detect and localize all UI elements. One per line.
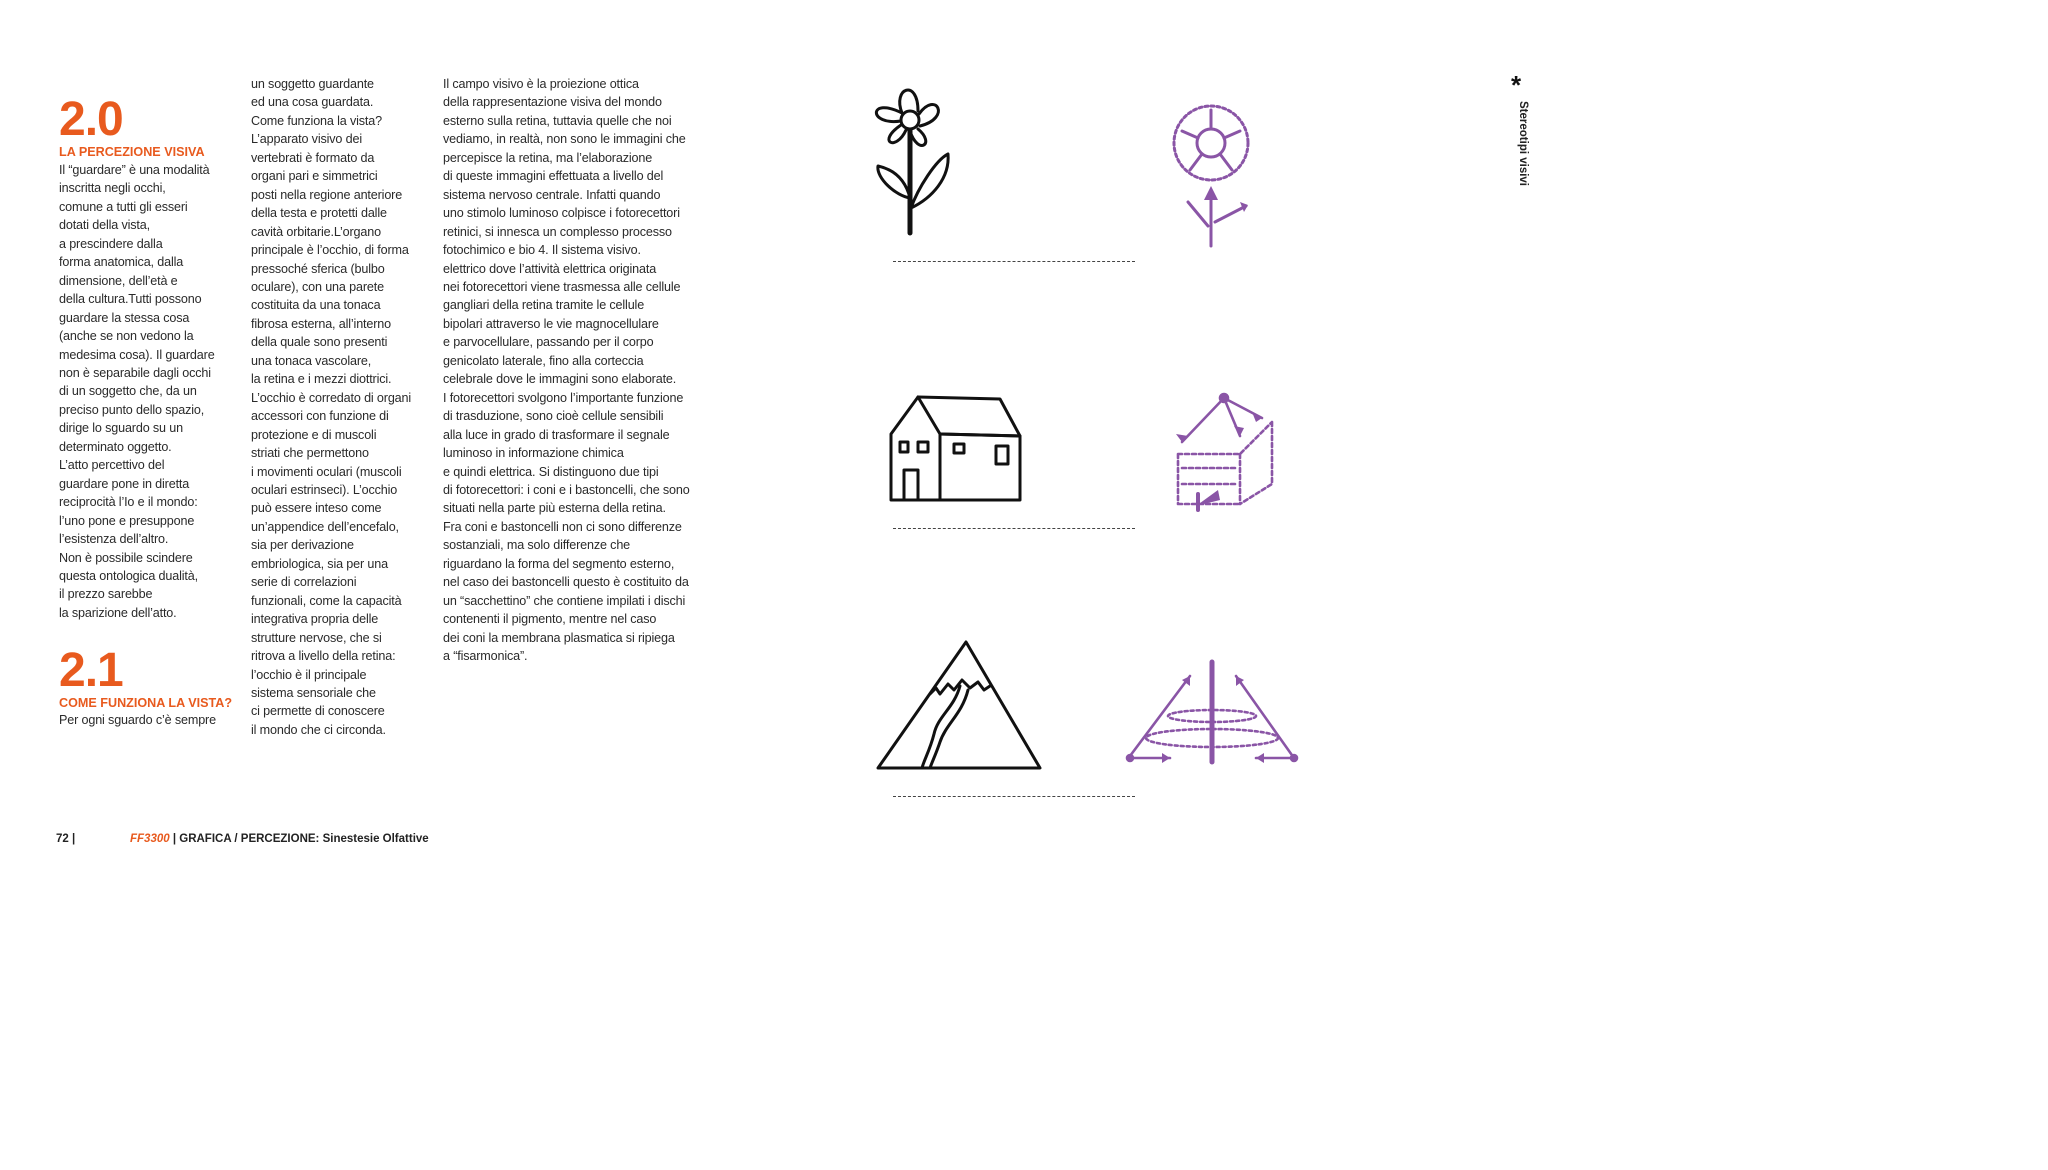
text-line: (anche se non vedono la (59, 329, 194, 344)
answer-dashed-line-1 (893, 261, 1135, 262)
text-line: questa ontologica dualità, (59, 568, 198, 583)
brand-logo: FF3300 (130, 833, 170, 845)
text-line: un soggetto guardante (251, 77, 374, 91)
text-line: riguardano la forma del segmento esterno, (443, 556, 675, 571)
text-line: della testa e protetti dalle (251, 206, 387, 221)
text-line: la retina e i mezzi diottrici. (251, 372, 392, 387)
text-line: L’atto percettivo del (59, 458, 165, 473)
text-line: cavità orbitarie.L’organo (251, 224, 381, 239)
text-line: una tonaca vascolare, (251, 353, 372, 368)
section-title-come-funziona: COME FUNZIONA LA VISTA? (59, 696, 233, 710)
text-line: strutture nervose, che si (251, 630, 382, 645)
text-line: i movimenti oculari (muscoli (251, 464, 402, 479)
text-line: sistema sensoriale che (251, 685, 376, 700)
flower-sketch-icon (866, 78, 952, 236)
text-line: vediamo, in realtà, non sono le immagini che (443, 132, 686, 147)
text-line: pressoché sferica (bulbo (251, 261, 385, 276)
text-line: oculare), con una parete (251, 279, 384, 294)
text-line: comune a tutti gli esseri (59, 199, 188, 214)
text-line: sia per derivazione (251, 538, 354, 553)
text-line: dimensione, dell’età e (59, 273, 178, 288)
text-line: e quindi elettrica. Si distinguono due tipi (443, 464, 659, 479)
text-line: L’occhio è corredato di organi (251, 390, 412, 405)
text-line: un’appendice dell’encefalo, (251, 519, 399, 534)
sidebar-label: Stereotipi visivi (1517, 101, 1529, 187)
text-line: guardare pone in diretta (59, 476, 190, 491)
text-line: situati nella parte più esterna della retina. (443, 501, 666, 516)
text-line: Come funziona la vista? (251, 113, 382, 128)
text-line: esterno sulla retina, tuttavia quelle che noi (443, 113, 672, 128)
text-line: preciso punto dello spazio, (59, 402, 205, 417)
text-line: integrativa propria delle (251, 612, 379, 627)
text-line: vertebrati è formato da (251, 150, 375, 165)
text-line: inscritta negli occhi, (59, 181, 166, 196)
text-line: il prezzo sarebbe (59, 587, 153, 602)
text-line: Per ogni sguardo c’è sempre (59, 713, 216, 727)
text-line: un “sacchettino” che contiene impilati i dischi (443, 593, 686, 608)
text-line: funzionali, come la capacità (251, 593, 402, 608)
text-line: organi pari e simmetrici (251, 169, 378, 184)
text-line: elettrico dove l’attività elettrica originata (443, 261, 657, 276)
text-line: la sparizione dell’atto. (59, 605, 177, 620)
text-line: e parvocellulare, passando per il corpo (443, 335, 654, 350)
text-line: serie di correlazioni (251, 575, 357, 590)
flower-vector-diagram-icon (1168, 98, 1256, 250)
column-1-continuation (59, 711, 216, 729)
text-line: nei fotorecettori viene trasmessa alle cellule (443, 279, 681, 294)
text-line: luminoso in informazione chimica (443, 446, 624, 461)
text-line: genicolato laterale, fino alla corteccia (443, 353, 644, 368)
column-2-text (251, 75, 411, 739)
text-line: fotochimico e bio 4. Il sistema visivo. (443, 243, 641, 258)
text-line: gangliari della retina tramite le cellule (443, 298, 645, 313)
text-line: non è separabile dagli occhi (59, 365, 211, 380)
text-line: contenenti il pigmento, mentre nel caso (443, 612, 657, 627)
text-line: accessori con funzione di (251, 409, 389, 424)
text-line: sostanziali, ma solo differenze che (443, 538, 631, 553)
text-line: della quale sono presenti (251, 335, 388, 350)
text-line: di fotorecettori: i coni e i bastoncelli, che sono (443, 482, 690, 497)
text-line: l’esistenza dell’altro. (59, 532, 169, 547)
text-line: fibrosa esterna, all’interno (251, 316, 392, 331)
text-line: può essere inteso come (251, 501, 382, 516)
text-line: di un soggetto che, da un (59, 384, 197, 399)
text-line: guardare la stessa cosa (59, 310, 190, 325)
text-line: l’occhio è il principale (251, 667, 367, 682)
text-line: Il “guardare” è una modalità (59, 163, 210, 177)
text-line: nel caso dei bastoncelli questo è costituito da (443, 575, 689, 590)
text-line: dirige lo sguardo su un (59, 421, 183, 436)
text-line: determinato oggetto. (59, 439, 172, 454)
house-sketch-icon (888, 394, 1024, 504)
text-line: striati che permettono (251, 446, 369, 461)
footer-path: | GRAFICA / PERCEZIONE: (169, 833, 323, 845)
text-line: bipolari attraverso le vie magnocellulare (443, 316, 659, 331)
answer-dashed-line-2 (893, 528, 1135, 529)
text-line: oculari estrinseci). L’occhio (251, 482, 398, 497)
text-line: alla luce in grado di trasformare il segnale (443, 427, 670, 442)
page-number: 72 | (56, 833, 76, 845)
text-line: della cultura.Tutti possono (59, 292, 202, 307)
column-1-text (59, 161, 215, 622)
asterisk-icon: * (1511, 70, 1522, 100)
footer-topic: Sinestesie Olfattive (322, 833, 429, 845)
column-3-text (443, 75, 690, 666)
text-line: ritrova a livello della retina: (251, 649, 396, 664)
sidebar-tab (1508, 70, 1532, 204)
text-line: L’apparato visivo dei (251, 132, 362, 147)
text-line: posti nella regione anteriore (251, 187, 403, 202)
text-line: Non è possibile scindere (59, 550, 193, 565)
text-line: della rappresentazione visiva del mondo (443, 95, 662, 110)
text-line: uno stimolo luminoso colpisce i fotorecettori (443, 206, 680, 221)
text-line: ed una cosa guardata. (251, 95, 374, 110)
text-line: costituita da una tonaca (251, 298, 381, 313)
text-line: il mondo che ci circonda. (251, 722, 386, 737)
text-line: sistema nervoso centrale. Infatti quando (443, 187, 661, 202)
text-line: celebrale dove le immagini sono elaborate. (443, 372, 677, 387)
text-line: protezione e di muscoli (251, 427, 377, 442)
mountain-sketch-icon (874, 638, 1044, 772)
text-line: principale è l’occhio, di forma (251, 243, 409, 258)
text-line: l’uno pone e presuppone (59, 513, 195, 528)
text-line: medesima cosa). Il guardare (59, 347, 215, 362)
text-line: dei coni la membrana plasmatica si ripiega (443, 630, 675, 645)
text-line: di queste immagini effettuata a livello del (443, 169, 664, 184)
text-line: Fra coni e bastoncelli non ci sono differenze (443, 519, 682, 534)
text-line: embriologica, sia per una (251, 556, 388, 571)
text-line: I fotorecettori svolgono l’importante funzione (443, 390, 684, 405)
answer-dashed-line-3 (893, 796, 1135, 797)
footer-breadcrumb (130, 833, 429, 845)
text-line: percepisce la retina, ma l’elaborazione (443, 150, 653, 165)
text-line: retinici, si innesca un complesso processo (443, 224, 672, 239)
text-line: dotati della vista, (59, 218, 150, 233)
text-line: forma anatomica, dalla (59, 255, 184, 270)
text-line: Il campo visivo è la proiezione ottica (443, 77, 639, 91)
text-line: di trasduzione, sono cioè cellule sensibili (443, 409, 664, 424)
section-title-percezione-visiva: LA PERCEZIONE VISIVA (59, 145, 205, 159)
text-line: a prescindere dalla (59, 236, 163, 251)
mountain-vector-diagram-icon (1124, 658, 1300, 768)
section-number-2-0: 2.0 (59, 93, 123, 146)
text-line: reciprocità l’Io e il mondo: (59, 495, 198, 510)
house-vector-diagram-icon (1168, 392, 1278, 516)
section-number-2-1: 2.1 (59, 644, 123, 697)
text-line: a “fisarmonica”. (443, 649, 528, 664)
text-line: ci permette di conoscere (251, 704, 385, 719)
